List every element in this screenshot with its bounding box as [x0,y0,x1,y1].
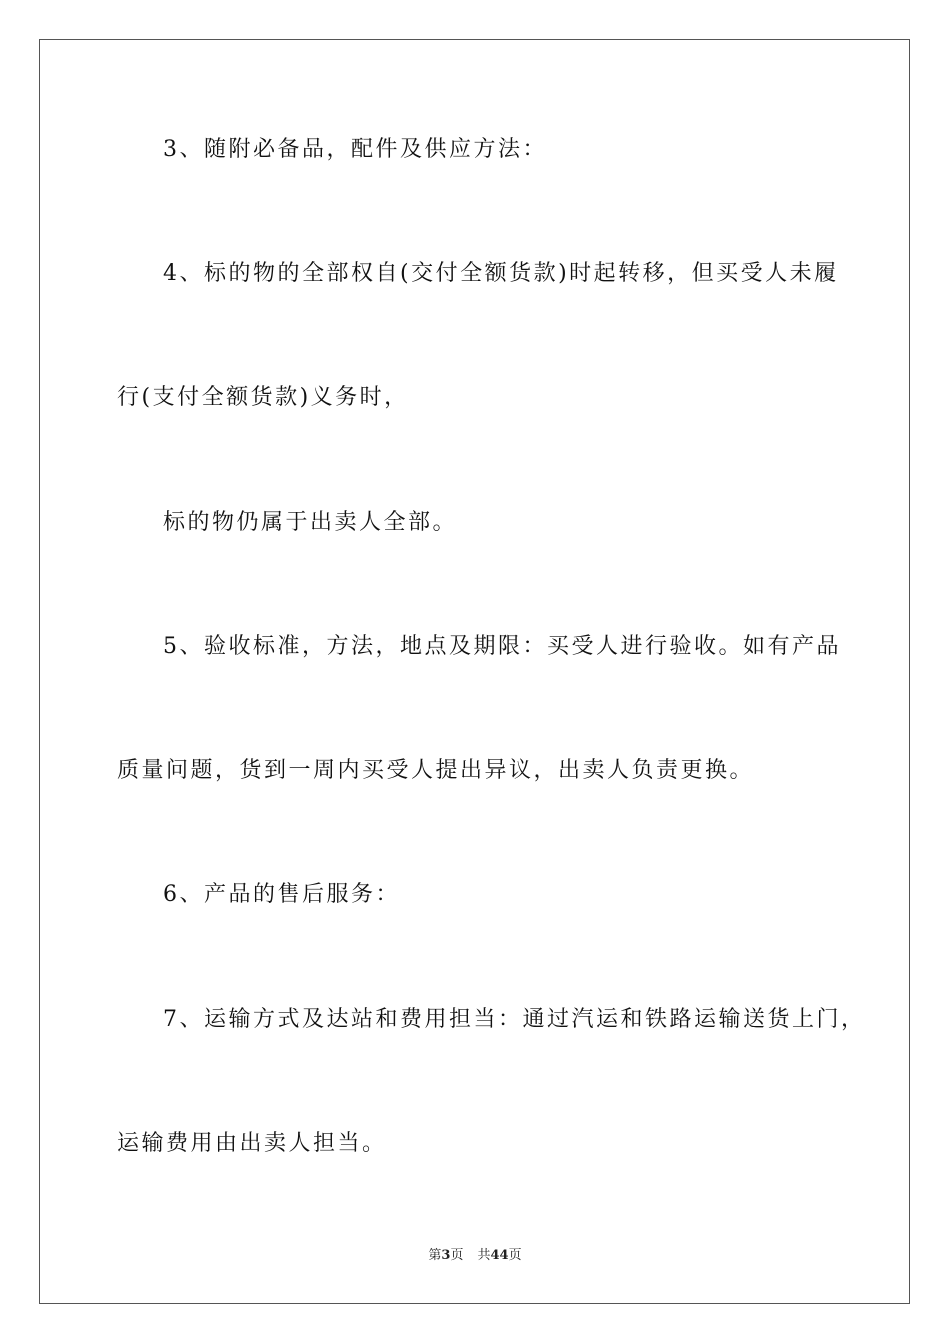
paragraph-line-9: 运输费用由出卖人担当。 [117,1131,387,1156]
paragraph-line-8: 7、运输方式及达站和费用担当：通过汽运和铁路运输送货上门， [163,1007,866,1032]
paragraph-line-6: 质量问题，货到一周内买受人提出异议，出卖人负责更换。 [117,758,755,783]
paragraph-line-3: 行(支付全额货款)义务时， [117,385,409,410]
paragraph-line-4: 标的物仍属于出卖人全部。 [163,510,458,535]
page-footer [0,1247,950,1265]
footer-total-prefix: 共 [477,1248,491,1263]
footer-page-prefix: 第 [428,1248,442,1263]
footer-page-number: 3 [441,1248,451,1263]
paragraph-line-1: 3、随附必备品，配件及供应方法： [163,137,547,162]
paragraph-line-7: 6、产品的售后服务： [163,882,400,907]
paragraph-line-2: 4、标的物的全部权自(交付全额货款)时起转移，但买受人未履 [163,261,839,286]
page-border [39,39,910,1304]
footer-page-suffix: 页 [450,1248,464,1263]
paragraph-line-5: 5、验收标准，方法，地点及期限：买受人进行验收。如有产品 [163,634,841,659]
footer-total-suffix: 页 [508,1248,522,1263]
footer-total-pages: 44 [490,1248,509,1263]
